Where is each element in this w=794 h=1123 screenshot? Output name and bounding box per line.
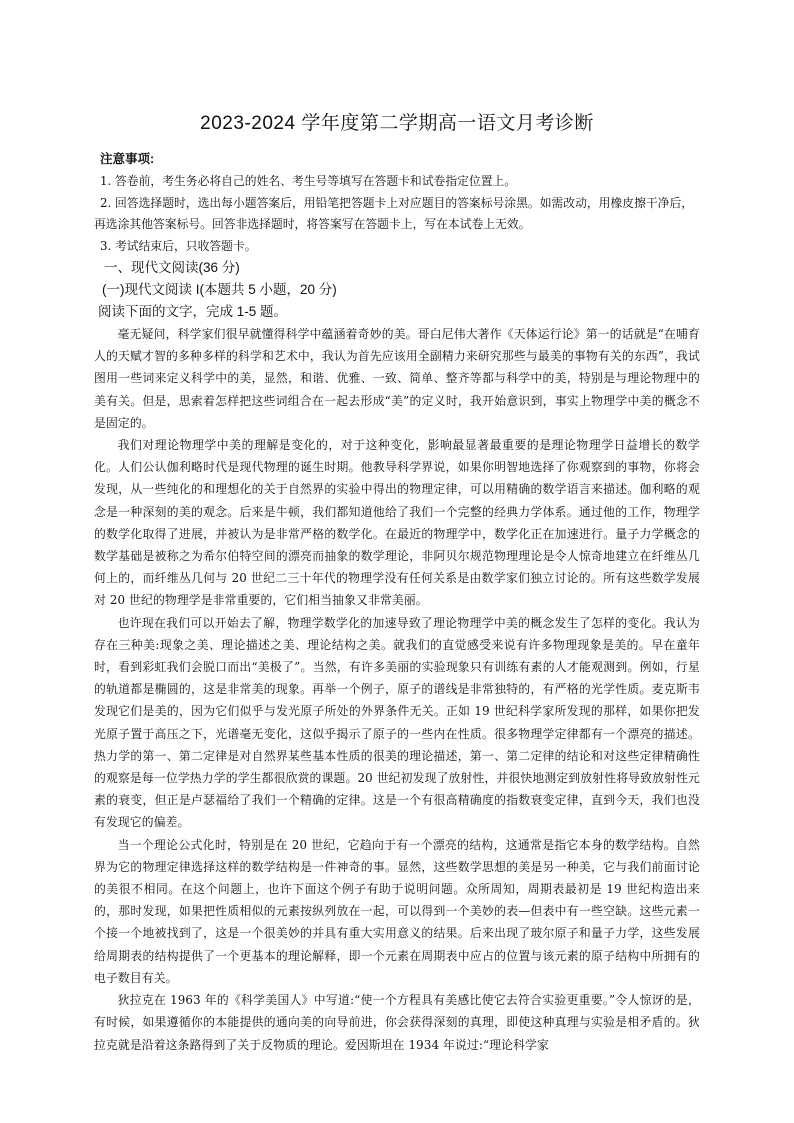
passage-paragraph: 也许现在我们可以开始去了解，物理学数学化的加速导致了理论物理学中美的概念发生了怎样的变化。我认为存在三种美:现象之美、理论描述之美、理论结构之美。就我们的直觉感受来说有许多物理现象是美的。早在童年时，看到彩虹我们会脱口而出“美极了”。当然，有许多美丽的实验现象只有训练有素的人才能观测到。例如，行星的轨道都是椭圆的，这是非常美的现象。再举一个例子，原子的谱线是非常独特的，有严格的光学性质。麦克斯韦发现它们是美的，因为它们似乎与发光原子所处的外界条件无关。正如 19 世纪科学家所发现的那样，如果你把发光原子置于高压之下，光谱毫无变化，这似乎揭示了原子的一些内在性质。很多物理学定律都有一个漂亮的描述。热力学的第一、第二定律是对自然界某些基本性质的很美的理论描述，第一、第二定律的结论和对这些定律精确性的观察是每一位学热力学的学生都很欣赏的课题。20 世纪初发现了放射性，并很快地测定到放射性将导致放射性元素的衰变，但正是卢瑟福给了我们一个精确的定律。这是一个有很高精确度的指数衰变定律，直到今天，我们也没有发现它的偏差。 bbox=[94, 615, 700, 830]
passage-paragraph: 我们对理论物理学中美的理解是变化的，对于这种变化，影响最显著最重要的是理论物理学日益增长的数学化。人们公认伽利略时代是现代物理的诞生时期。他教导科学界说，如果你明智地选择了你观察到的事物，你将会发现，从一些纯化的和理想化的关于自然界的实验中得出的物理定律，可以用精确的数学语言来描述。伽利略的观念是一种深刻的美的观念。后来是牛顿，我们都知道他给了我们一个完整的经典力学体系。通过他的工作，物理学的数学化取得了进展，并被认为是非常严格的数学化。在最近的物理学中，数学化正在加速进行。量子力学概念的数学基础是被称之为希尔伯特空间的漂亮而抽象的数学理论，非阿贝尔规范物理理论是令人惊奇地建立在纤维丛几何上的，而纤维丛几何与 20 世纪二三十年代的物理学没有任何关系是由数学家们独立讨论的。所有这些数学发展对 20 世纪的物理学是非常重要的，它们相当抽象又非常美丽。 bbox=[94, 438, 700, 608]
passage-paragraph: 狄拉克在 1963 年的《科学美国人》中写道:“使一个方程具有美感比使它去符合实验更重要。”令人惊讶的是，有时候，如果遵循你的本能提供的通向美的向导前进，你会获得深刻的真理，即使这种真理与实验是相矛盾的。狄拉克就是沿着这条路得到了关于反物质的理论。爱因斯坦在 1934 年说过:“理论科学家 bbox=[94, 993, 700, 1052]
notice-item: 3. 考试结束后，只收答题卡。 bbox=[100, 238, 257, 253]
reading-instruction: 阅读下面的文字，完成 1-5 题。 bbox=[98, 304, 288, 319]
notice-item: 1. 答卷前，考生务必将自己的姓名、考生号等填写在答题卡和试卷指定位置上。 bbox=[100, 174, 517, 188]
notice-item: 2. 回答选择题时，选出每小题答案后，用铅笔把答题卡上对应题目的答案标号涂黑。如需改动，用橡皮擦干净后，再选涂其他答案标号。回答非选择题时，将答案写在答题卡上，写在本试卷上无效。 bbox=[94, 195, 694, 231]
page-title: 2023-2024 学年度第二学期高一语文月考诊断 bbox=[200, 113, 594, 134]
notice-heading: 注意事项: bbox=[100, 152, 155, 166]
reading-passage bbox=[94, 323, 700, 1056]
passage-paragraph: 当一个理论公式化时，特别是在 20 世纪，它趋向于有一个漂亮的结构，这通常是指它本身的数学结构。自然界为它的物理定律选择这样的数学结构是一件神奇的事。显然，这些数学思想的美是另一种美，它与我们前面讨论的美很不相同。在这个问题上，也许下面这个例子有助于说明问题。众所周知，周期表最初是 19 世纪构造出来的，那时发现，如果把性质相似的元素按纵列放在一起，可以得到一个美妙的表—但表中有一些空缺。这些元素一个接一个地被找到了，这是一个很美妙的并具有重大实用意义的结果。后来出现了玻尔原子和量子力学，这些发展给周期表的结构提供了一个更基本的理论解释，即一个元素在周期表中应占的位置与该元素的原子结构中所拥有的电子数目有关。 bbox=[94, 837, 700, 985]
subsection-heading: (一)现代文阅读 I(本题共 5 小题，20 分) bbox=[102, 282, 337, 297]
passage-paragraph: 毫无疑问，科学家们很早就懂得科学中蕴涵着奇妙的美。哥白尼伟大著作《天体运行论》第一的话就是“在哺育人的天赋才智的多种多样的科学和艺术中，我认为首先应该用全副精力来研究那些与最美的事物有关的东西”，我试图用一些词来定义科学中的美，显然，和谐、优雅、一致、简单、整齐等都与科学中的美，特别是与理论物理中的美有关。但是，思索着怎样把这些词组合在一起去形成“美”的定义时，我开始意识到，事实上物理学中美的概念不是固定的。 bbox=[94, 327, 700, 430]
section-heading: 一、现代文阅读(36 分) bbox=[104, 260, 240, 275]
notice-list bbox=[94, 171, 700, 257]
